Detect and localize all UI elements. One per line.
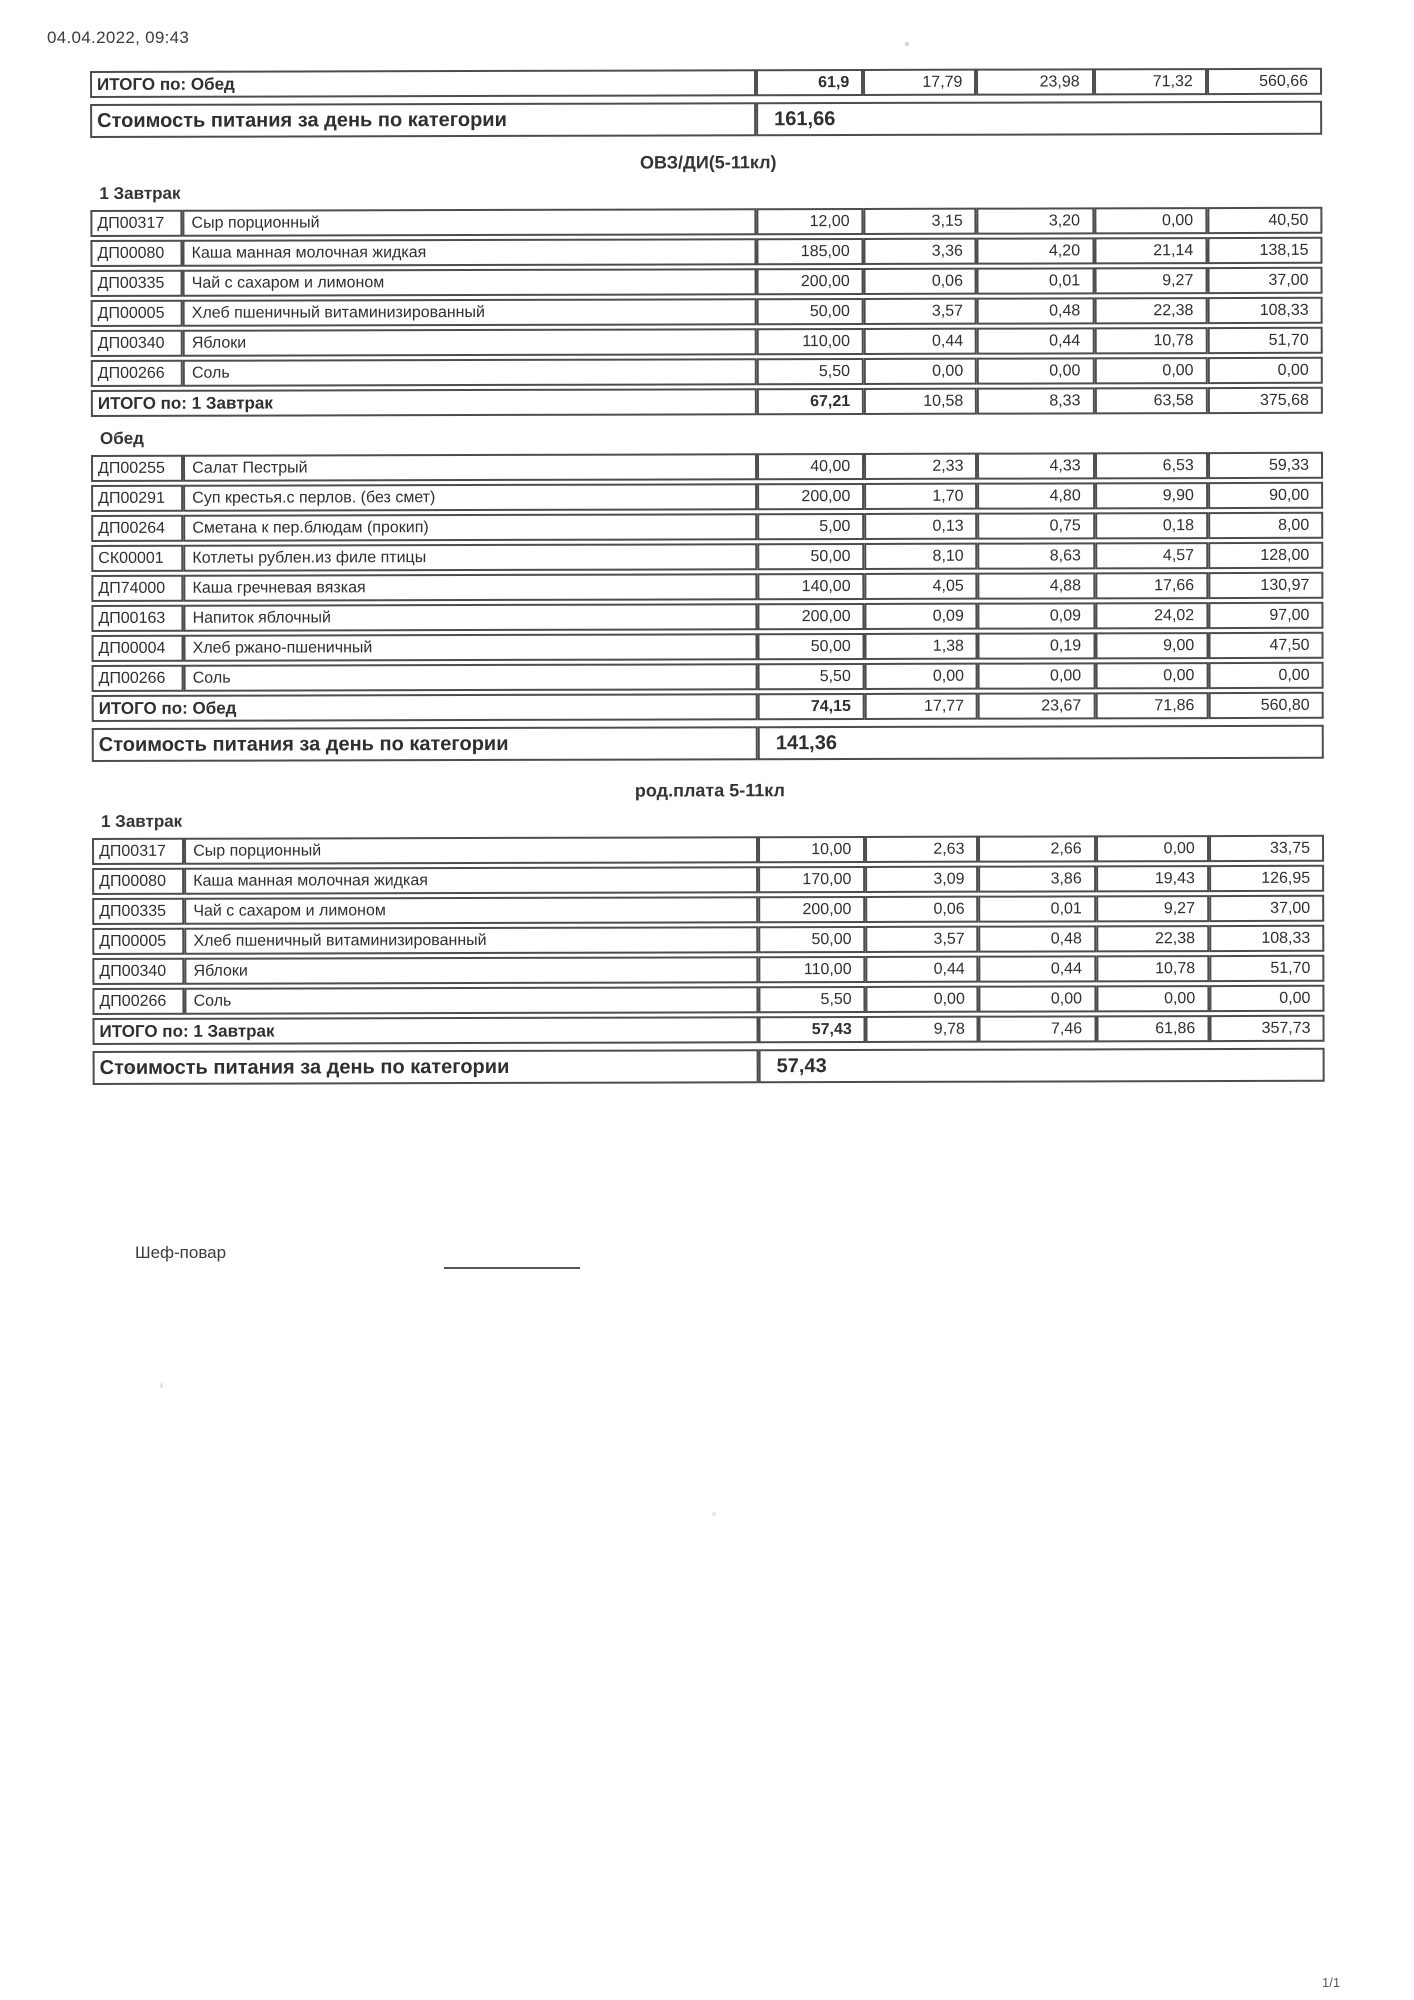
item-value: 108,33 xyxy=(1209,925,1324,952)
item-name: Соль xyxy=(185,986,759,1015)
total-value: 57,43 xyxy=(759,1016,866,1043)
item-value: 0,00 xyxy=(1208,662,1323,689)
meal-title: 1 Завтрак xyxy=(99,183,181,203)
table-row xyxy=(91,512,1323,542)
item-value: 0,18 xyxy=(1095,512,1208,539)
item-value: 0,44 xyxy=(866,956,979,983)
item-value: 0,09 xyxy=(978,602,1095,629)
item-name: Яблоки xyxy=(184,956,758,985)
total-value: 7,46 xyxy=(979,1015,1096,1042)
total-value: 560,80 xyxy=(1208,692,1323,719)
table-row xyxy=(91,602,1323,632)
item-value: 22,38 xyxy=(1094,297,1207,324)
item-name: Каша гречневая вязкая xyxy=(183,573,757,602)
item-value: 37,00 xyxy=(1207,267,1322,294)
item-value: 59,33 xyxy=(1208,452,1323,479)
item-value: 0,00 xyxy=(977,357,1094,384)
table-row xyxy=(92,985,1324,1015)
table-row xyxy=(91,632,1323,662)
meal-title: 1 Завтрак xyxy=(100,811,183,831)
item-name: Чай с сахаром и лимоном xyxy=(184,896,758,925)
table-row-total xyxy=(90,68,1322,98)
day-cost-value: 161,66 xyxy=(756,101,1322,136)
item-code: ДП00080 xyxy=(92,868,184,895)
top-day-cost-table xyxy=(90,98,1322,141)
item-value: 97,00 xyxy=(1208,602,1323,629)
item-name: Хлеб пшеничный витаминизированный xyxy=(184,926,758,955)
sections xyxy=(90,151,1328,1092)
item-value: 17,66 xyxy=(1095,572,1208,599)
table-row-day-cost xyxy=(93,1048,1325,1085)
item-value: 33,75 xyxy=(1209,835,1324,862)
item-value: 40,00 xyxy=(757,453,864,480)
item-value: 9,27 xyxy=(1094,267,1207,294)
item-value: 0,19 xyxy=(978,632,1095,659)
item-value: 200,00 xyxy=(757,603,864,630)
table-row-day-cost xyxy=(92,725,1324,762)
table-row xyxy=(91,297,1323,327)
item-value: 0,00 xyxy=(864,358,977,385)
day-cost-value: 57,43 xyxy=(759,1048,1325,1083)
table-row xyxy=(92,925,1324,955)
item-value: 10,78 xyxy=(1096,955,1209,982)
item-name: Каша манная молочная жидкая xyxy=(184,866,758,895)
item-value: 19,43 xyxy=(1096,865,1209,892)
item-value: 0,44 xyxy=(979,955,1096,982)
item-value: 0,09 xyxy=(865,603,978,630)
scan-speck xyxy=(128,1066,133,1071)
item-name: Салат Пестрый xyxy=(183,453,757,482)
item-value: 0,00 xyxy=(866,986,979,1013)
item-name: Каша манная молочная жидкая xyxy=(183,238,757,267)
item-value: 37,00 xyxy=(1209,895,1324,922)
item-value: 3,15 xyxy=(864,208,977,235)
item-value: 50,00 xyxy=(757,298,864,325)
item-value: 0,48 xyxy=(977,297,1094,324)
signature-line xyxy=(444,1267,580,1269)
item-value: 0,00 xyxy=(1094,207,1207,234)
item-code: ДП00266 xyxy=(91,360,183,387)
item-value: 3,36 xyxy=(864,238,977,265)
total-value: 560,66 xyxy=(1207,68,1322,95)
item-value: 4,88 xyxy=(978,572,1095,599)
meal-table xyxy=(91,449,1324,725)
item-value: 0,00 xyxy=(1096,985,1209,1012)
table-row xyxy=(91,327,1323,357)
item-code: ДП00005 xyxy=(91,300,183,327)
total-label: ИТОГО по: 1 Завтрак xyxy=(91,388,757,417)
item-value: 10,78 xyxy=(1094,327,1207,354)
item-name: Сыр порционный xyxy=(184,836,758,865)
item-value: 12,00 xyxy=(756,208,863,235)
item-name: Напиток яблочный xyxy=(184,603,758,632)
table-row xyxy=(91,267,1323,297)
item-value: 130,97 xyxy=(1208,572,1323,599)
day-cost-label: Стоимость питания за день по категории xyxy=(90,102,756,138)
item-value: 24,02 xyxy=(1095,602,1208,629)
total-value: 61,9 xyxy=(756,69,863,96)
item-code: ДП00005 xyxy=(92,928,184,955)
total-value: 63,58 xyxy=(1094,387,1207,414)
item-value: 2,63 xyxy=(865,836,978,863)
item-name: Сыр порционный xyxy=(183,208,757,237)
item-value: 5,50 xyxy=(758,986,865,1013)
item-value: 8,63 xyxy=(978,542,1095,569)
table-row xyxy=(92,865,1324,895)
item-value: 0,00 xyxy=(979,985,1096,1012)
item-value: 90,00 xyxy=(1208,482,1323,509)
item-value: 4,05 xyxy=(865,573,978,600)
item-code: ДП00335 xyxy=(91,270,183,297)
page-indicator: 1/1 xyxy=(1322,1975,1341,1990)
table-row-total xyxy=(92,1015,1324,1045)
item-value: 0,01 xyxy=(977,267,1094,294)
item-value: 2,66 xyxy=(978,835,1095,862)
item-value: 0,00 xyxy=(978,662,1095,689)
item-code: ДП00340 xyxy=(92,958,184,985)
item-value: 9,90 xyxy=(1095,482,1208,509)
meal-table xyxy=(92,832,1325,1048)
item-value: 10,00 xyxy=(758,836,865,863)
signature-block xyxy=(135,1243,735,1263)
item-value: 170,00 xyxy=(758,866,865,893)
item-value: 200,00 xyxy=(757,483,864,510)
item-code: ДП00264 xyxy=(91,515,183,542)
day-cost-label: Стоимость питания за день по категории xyxy=(93,1049,759,1085)
item-value: 0,75 xyxy=(978,512,1095,539)
item-code: ДП00340 xyxy=(91,330,183,357)
item-code: ДП00317 xyxy=(90,210,182,237)
item-code: ДП74000 xyxy=(91,575,183,602)
item-name: Соль xyxy=(184,663,758,692)
item-code: СК00001 xyxy=(91,545,183,572)
item-code: ДП00291 xyxy=(91,485,183,512)
item-value: 1,70 xyxy=(864,483,977,510)
scan-speck xyxy=(160,1383,163,1388)
item-value: 9,27 xyxy=(1096,895,1209,922)
item-code: ДП00317 xyxy=(92,838,184,865)
item-value: 0,00 xyxy=(1096,835,1209,862)
table-row xyxy=(92,955,1324,985)
item-value: 51,70 xyxy=(1207,327,1322,354)
total-label: ИТОГО по: Обед xyxy=(92,693,758,722)
item-value: 200,00 xyxy=(757,268,864,295)
item-value: 4,80 xyxy=(977,482,1094,509)
item-value: 4,33 xyxy=(977,452,1094,479)
item-name: Суп крестья.с перлов. (без смет) xyxy=(183,483,757,512)
item-value: 40,50 xyxy=(1207,207,1322,234)
item-value: 0,00 xyxy=(1095,662,1208,689)
table-row-total xyxy=(91,387,1323,417)
item-value: 21,14 xyxy=(1094,237,1207,264)
item-value: 51,70 xyxy=(1209,955,1324,982)
item-value: 22,38 xyxy=(1096,925,1209,952)
table-row xyxy=(91,357,1323,387)
top-summary-table xyxy=(90,65,1322,101)
item-code: ДП00080 xyxy=(90,240,182,267)
total-value: 8,33 xyxy=(977,387,1094,414)
item-value: 5,00 xyxy=(757,513,864,540)
item-code: ДП00266 xyxy=(92,988,184,1015)
item-value: 4,20 xyxy=(977,237,1094,264)
item-value: 0,00 xyxy=(865,663,978,690)
table-row xyxy=(92,835,1324,865)
signature-label: Шеф-повар xyxy=(135,1243,227,1262)
item-value: 5,50 xyxy=(757,358,864,385)
total-value: 67,21 xyxy=(757,388,864,415)
item-value: 50,00 xyxy=(757,543,864,570)
total-value: 71,86 xyxy=(1095,692,1208,719)
item-value: 8,00 xyxy=(1208,512,1323,539)
table-row xyxy=(90,237,1322,267)
item-value: 3,86 xyxy=(978,865,1095,892)
item-value: 4,57 xyxy=(1095,542,1208,569)
print-timestamp: 04.04.2022, 09:43 xyxy=(47,28,190,47)
item-value: 185,00 xyxy=(757,238,864,265)
item-value: 126,95 xyxy=(1209,865,1324,892)
item-name: Сметана к пер.блюдам (прокип) xyxy=(183,513,757,542)
item-code: ДП00163 xyxy=(91,605,183,632)
item-value: 0,48 xyxy=(979,925,1096,952)
item-value: 8,10 xyxy=(864,543,977,570)
table-row-total xyxy=(92,692,1324,722)
item-value: 0,44 xyxy=(864,328,977,355)
item-code: ДП00266 xyxy=(92,665,184,692)
item-code: ДП00335 xyxy=(92,898,184,925)
item-value: 200,00 xyxy=(758,896,865,923)
table-row xyxy=(91,542,1323,572)
item-name: Чай с сахаром и лимоном xyxy=(183,268,757,297)
total-value: 61,86 xyxy=(1096,1015,1209,1042)
item-value: 5,50 xyxy=(758,663,865,690)
item-value: 2,33 xyxy=(864,453,977,480)
item-value: 140,00 xyxy=(757,573,864,600)
total-value: 10,58 xyxy=(864,388,977,415)
scan-speck xyxy=(905,42,909,46)
day-cost-table xyxy=(93,1045,1325,1088)
total-value: 71,32 xyxy=(1094,68,1207,95)
item-value: 3,09 xyxy=(865,866,978,893)
total-value: 23,67 xyxy=(978,692,1095,719)
item-value: 6,53 xyxy=(1095,452,1208,479)
item-value: 50,00 xyxy=(758,926,865,953)
category-title: ОВЗ/ДИ(5-11кл) xyxy=(639,152,777,173)
item-value: 1,38 xyxy=(865,633,978,660)
table-row xyxy=(92,662,1324,692)
meal-table xyxy=(90,204,1323,420)
total-value: 74,15 xyxy=(758,693,865,720)
total-value: 17,79 xyxy=(863,69,976,96)
meal-title: Обед xyxy=(99,428,144,448)
item-value: 0,13 xyxy=(864,513,977,540)
item-value: 47,50 xyxy=(1208,632,1323,659)
item-value: 0,01 xyxy=(979,895,1096,922)
item-value: 0,00 xyxy=(1208,357,1323,384)
item-value: 108,33 xyxy=(1207,297,1322,324)
table-row xyxy=(90,207,1322,237)
total-value: 9,78 xyxy=(866,1016,979,1043)
item-code: ДП00255 xyxy=(91,455,183,482)
day-cost-table xyxy=(92,722,1324,765)
item-value: 0,00 xyxy=(1094,357,1207,384)
table-row xyxy=(92,895,1324,925)
item-name: Соль xyxy=(183,358,757,387)
item-value: 110,00 xyxy=(758,956,865,983)
item-name: Котлеты рублен.из филе птицы xyxy=(183,543,757,572)
total-value: 17,77 xyxy=(865,693,978,720)
item-value: 0,06 xyxy=(864,268,977,295)
item-value: 0,06 xyxy=(865,896,978,923)
item-code: ДП00004 xyxy=(91,635,183,662)
item-value: 0,44 xyxy=(977,327,1094,354)
item-value: 110,00 xyxy=(757,328,864,355)
item-value: 138,15 xyxy=(1207,237,1322,264)
item-value: 9,00 xyxy=(1095,632,1208,659)
total-value: 375,68 xyxy=(1208,387,1323,414)
scan-speck xyxy=(712,1512,716,1516)
item-value: 3,57 xyxy=(864,298,977,325)
item-value: 0,00 xyxy=(1209,985,1324,1012)
document-body xyxy=(90,65,1329,1092)
total-value: 357,73 xyxy=(1209,1015,1324,1042)
item-name: Хлеб пшеничный витаминизированный xyxy=(183,298,757,327)
item-name: Хлеб ржано-пшеничный xyxy=(184,633,758,662)
day-cost-label: Стоимость питания за день по категории xyxy=(92,726,758,762)
item-value: 50,00 xyxy=(758,633,865,660)
table-row xyxy=(91,452,1323,482)
total-label: ИТОГО по: Обед xyxy=(90,69,756,98)
item-value: 3,20 xyxy=(977,207,1094,234)
table-row-day-cost xyxy=(90,101,1322,138)
total-value: 23,98 xyxy=(976,68,1093,95)
table-row xyxy=(91,482,1323,512)
item-value: 128,00 xyxy=(1208,542,1323,569)
category-title: род.плата 5-11кл xyxy=(634,780,785,801)
total-label: ИТОГО по: 1 Завтрак xyxy=(92,1016,758,1045)
item-name: Яблоки xyxy=(183,328,757,357)
day-cost-value: 141,36 xyxy=(758,725,1324,760)
table-row xyxy=(91,572,1323,602)
item-value: 3,57 xyxy=(865,926,978,953)
